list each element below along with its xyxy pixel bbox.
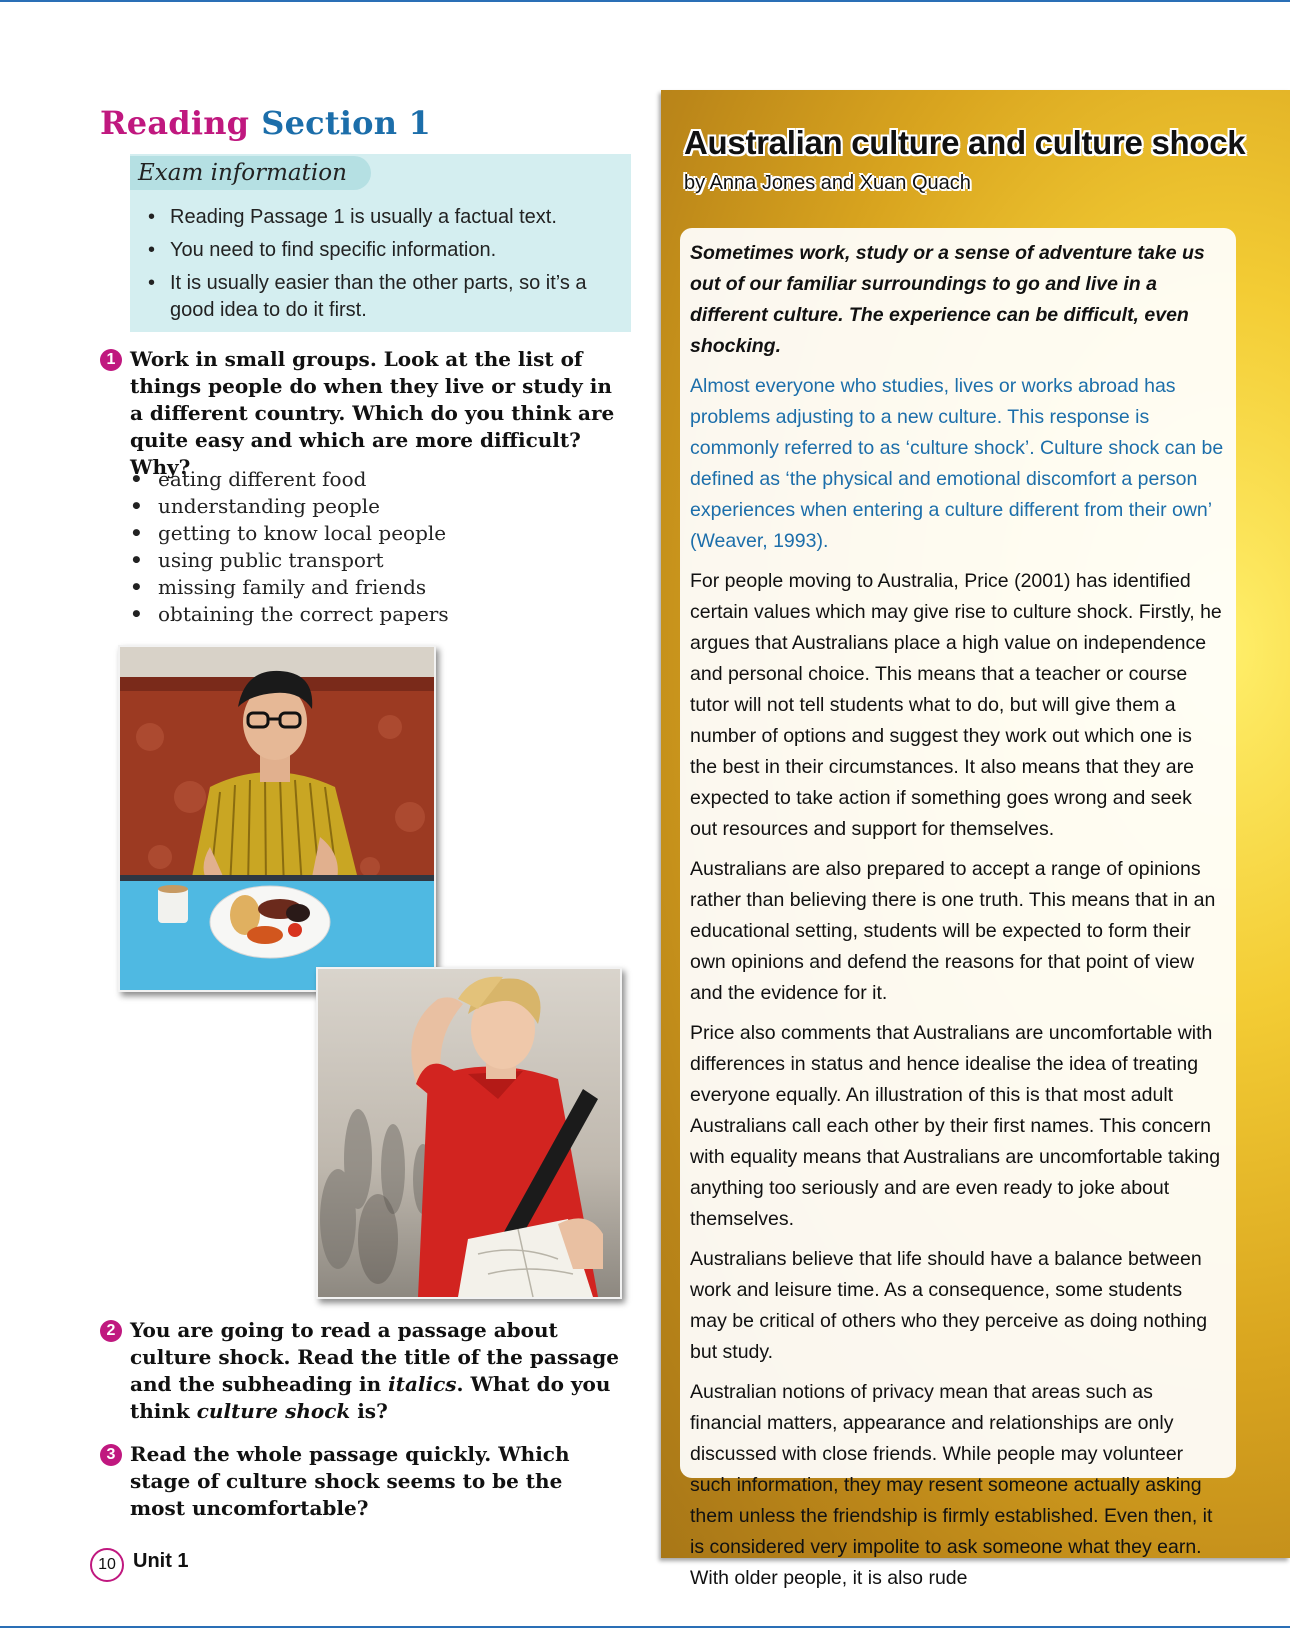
page-title [100, 104, 431, 142]
title-reading: Reading [100, 104, 250, 142]
question-2-emphasis: culture shock [196, 1399, 351, 1423]
article-paragraph: Australians are also prepared to accept a range of opinions rather than believing there is one truth. This means that in an educational setting, students will be expected to form their own opinions and defend the reasons for that point of view and the evidence for it. [690, 858, 1216, 1004]
unit-label: Unit 1 [133, 1550, 189, 1572]
article-paragraph: Price also comments that Australians are uncomfortable with differences in status and hence idealise the idea of treating everyone equally. An illustration of this is that most adult Australians call each other by their first names. This concern with equality means that Australians are uncomfortable taking anything too seriously and are even ready to joke about themselves. [690, 1022, 1221, 1230]
question-2-text-part: You are going to read a passage about culture shock. Read the title of the passage and the subheading in [130, 1318, 620, 1396]
exam-info-item: • It is usually easier than the other parts, so it’s a good idea to do it first. [142, 270, 612, 324]
question-3 [100, 1441, 620, 1522]
question-2-text-part: . What do you think [130, 1372, 611, 1423]
question-2-text [130, 1317, 620, 1425]
exam-info-item: • You need to find specific information. [142, 237, 612, 264]
photo-man-with-map-image [318, 969, 620, 1297]
title-section: Section 1 [261, 104, 431, 142]
article-byline: by Anna Jones and Xuan Quach [684, 172, 971, 194]
exam-information-tab: Exam information [130, 156, 371, 190]
question-2 [100, 1317, 620, 1425]
list-item: • using public transport [130, 547, 449, 574]
photo-man-eating [118, 645, 436, 992]
question-number-badge: 1 [100, 349, 122, 371]
article-paragraph: Australians believe that life should have a balance between work and leisure time. As a consequence, some students may be critical of others who they perceive as doing nothing but study. [690, 1248, 1208, 1363]
list-item: • eating different food [130, 466, 449, 493]
exam-information-list [142, 204, 612, 330]
article-paragraph: For people moving to Australia, Price (2001) has identified certain values which may give rise to culture shock. Firstly, he argues that Australians place a high value on independence and personal choice. This means that a teacher or course tutor will not tell students what to do, but will give them a number of options and suggest they work out which one is the best in their circumstances. It also means that they are expected to take action if something goes wrong and seek out resources and support for themselves. [690, 570, 1222, 840]
list-item: • obtaining the correct papers [130, 601, 449, 628]
article-intro: Sometimes work, study or a sense of adventure take us out of our familiar surroundings to go and live in a different culture. The experience can be difficult, even shocking. [690, 242, 1205, 357]
page-number: 10 [90, 1548, 124, 1582]
exam-information-box [130, 154, 631, 332]
list-item: • missing family and friends [130, 574, 449, 601]
photo-man-eating-image [120, 647, 434, 990]
exam-info-item: • Reading Passage 1 is usually a factual text. [142, 204, 612, 231]
article-paragraph: Australian notions of privacy mean that areas such as financial matters, appearance and relationships are only discussed with close friends. While people may volunteer such information, they may resent someone actually asking them unless the friendship is firmly established. Even then, it is considered very impolite to ask someone what they earn. With older people, it is also rude [690, 1381, 1213, 1589]
question-1-text: Work in small groups. Look at the list of things people do when they live or study in a different country. Which do you think are quite easy and which are more difficult? Why? [130, 347, 615, 479]
list-item: • understanding people [130, 493, 449, 520]
things-list [130, 466, 449, 628]
list-item: • getting to know local people [130, 520, 449, 547]
article-definition: Almost everyone who studies, lives or works abroad has problems adjusting to a new culture. This response is commonly referred to as ‘culture shock’. Culture shock can be defined as ‘the physical and emotional discomfort a person experiences when entering a culture different from their own’ (Weaver, 1993). [690, 375, 1224, 552]
question-number-badge: 3 [100, 1444, 122, 1466]
question-3-text: Read the whole passage quickly. Which stage of culture shock seems to be the most uncomfortable? [130, 1442, 570, 1520]
question-2-text-part: is? [350, 1399, 388, 1423]
article-body [680, 228, 1236, 1589]
photo-man-with-map [316, 967, 622, 1299]
top-rule [0, 0, 1290, 2]
question-number-badge: 2 [100, 1320, 122, 1342]
article-title: Australian culture and culture shock [684, 124, 1246, 161]
bottom-rule [0, 1626, 1290, 1628]
question-1 [100, 346, 620, 481]
question-2-emphasis: italics [388, 1372, 457, 1396]
